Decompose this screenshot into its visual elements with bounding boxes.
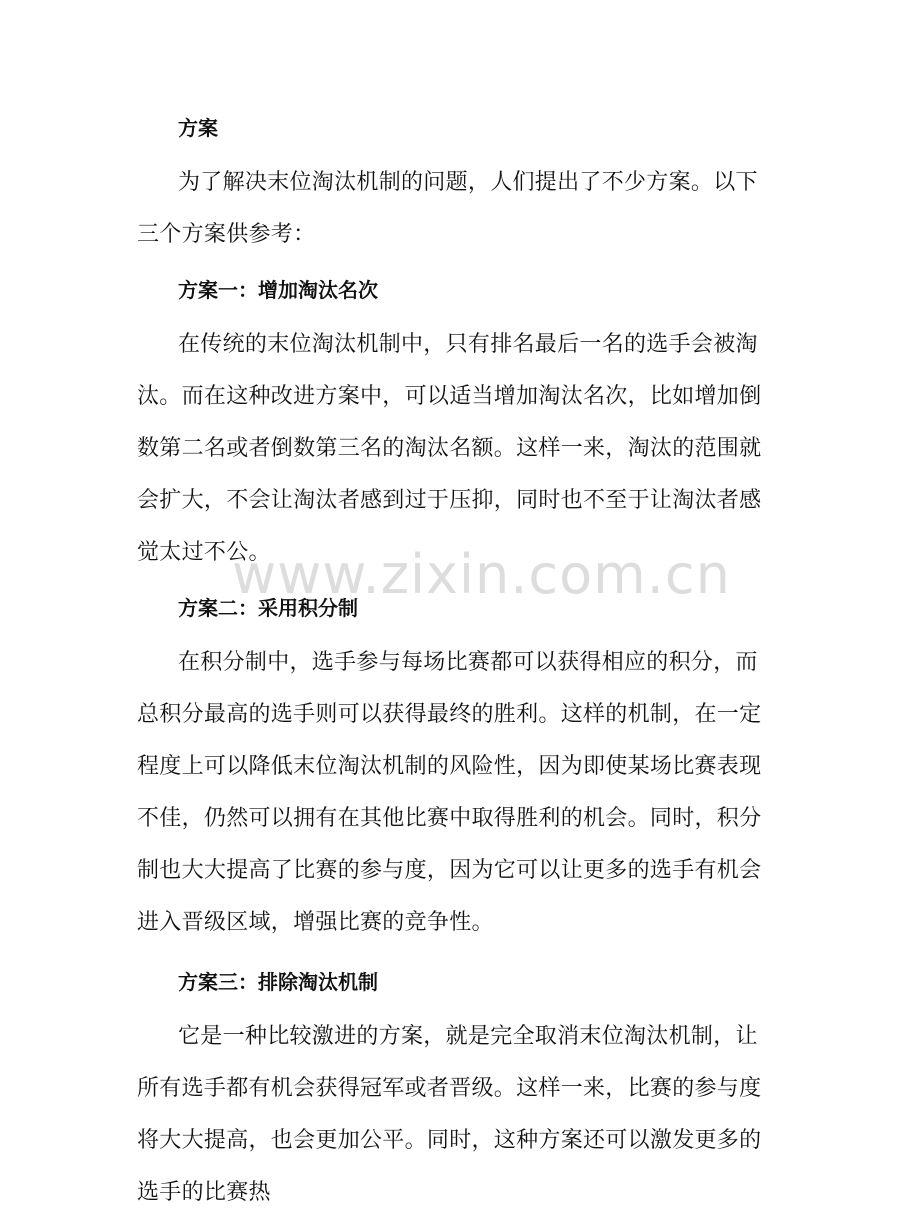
- document-content: [137, 105, 771, 1219]
- spacer: [137, 949, 771, 959]
- section-3-body: 它是一种比较激进的方案，就是完全取消末位淘汰机制，让所有选手都有机会获得冠军或者晋级。这样一来，比赛的参与度将大大提高，也会更加公平。同时，这种方案还可以激发更多的选手的比赛热: [137, 1024, 762, 1205]
- section-1-heading: 方案一：增加淘汰名次: [178, 278, 378, 302]
- watermark: www.zixin.com.cn: [232, 543, 731, 606]
- section-2-body: 在积分制中，选手参与每场比赛都可以获得相应的积分，而总积分最高的选手则可以获得最终的胜利。这样的机制，在一定程度上可以降低末位淘汰机制的风险性，因为即使某场比赛表现不佳，仍然可以拥有在其他比赛中取得胜利的机会。同时，积分制也大大提高了比赛的参与度，因为它可以让更多的选手有机会进入晋级区域，增强比赛的竞争性。: [137, 650, 762, 935]
- intro-paragraph: 为了解决末位淘汰机制的问题，人们提出了不少方案。以下三个方案供参考：: [137, 170, 758, 247]
- section-2-heading: 方案二：采用积分制: [178, 596, 358, 620]
- section-1-body: 在传统的末位淘汰机制中，只有排名最后一名的选手会被淘汰。而在这种改进方案中，可以适当增加淘汰名次，比如增加倒数第二名或者倒数第三名的淘汰名额。这样一来，淘汰的范围就会扩大，不会让淘汰者感到过于压抑，同时也不至于让淘汰者感觉太过不公。: [137, 332, 762, 565]
- document-title: 方案: [178, 116, 218, 140]
- section-3-heading: 方案三：排除淘汰机制: [178, 970, 378, 994]
